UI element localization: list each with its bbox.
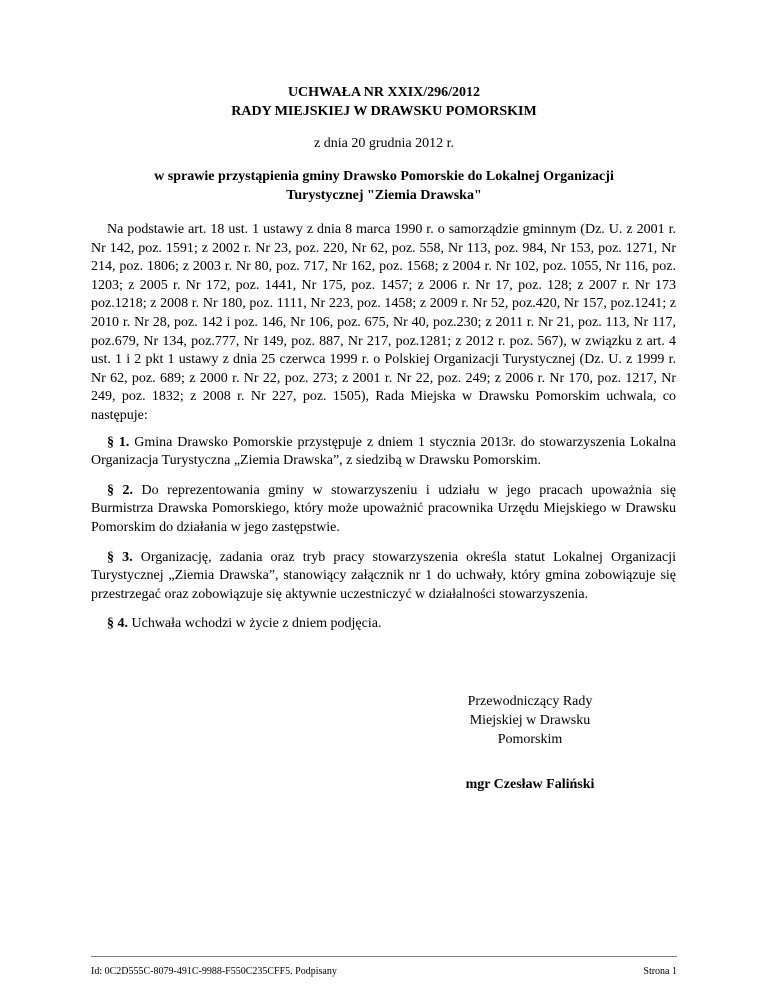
subject-line-1: w sprawie przystąpienia gminy Drawsko Pomorskie do Lokalnej Organizacji — [154, 169, 614, 184]
section-2-text: Do reprezentowania gminy w stowarzyszeniu i udziału w jego pracach upoważnia się Burmistrza Drawska Pomorskiego, który może upoważnić pracownika Urzędu Miejskiego w Drawsku Pomorskim do działania w jego zastępstwie. — [91, 482, 676, 535]
section-1-text: Gmina Drawsko Pomorskie przystępuje z dniem 1 stycznia 2013r. do stowarzyszenia Lokalna Organizacja Turystyczna „Ziemia Drawska”, z siedzibą w Drawsku Pomorskim. — [91, 434, 676, 469]
footer-document-id: Id: 0C2D555C-8079-491C-9988-F550C235CFF5. Podpisany — [91, 966, 337, 977]
section-4-label: § 4. — [107, 616, 128, 632]
signatory-role-line-3: Pomorskim — [497, 732, 563, 747]
title-line-1: UCHWAŁA NR XXIX/296/2012 — [287, 85, 481, 100]
section-1 — [91, 434, 676, 471]
resolution-body — [91, 221, 676, 645]
section-3-label: § 3. — [107, 549, 133, 565]
footer-page-number: Strona 1 — [643, 966, 677, 977]
preamble-paragraph: Na podstawie art. 18 ust. 1 ustawy z dnia 8 marca 1990 r. o samorządzie gminnym (Dz. U. z 2001 r. Nr 142, poz. 1591; z 2002 r. Nr 23, poz. 220, Nr 62, poz. 558, Nr 113, poz. 984, Nr 153, poz. 1271, Nr 214, poz. 1806; z 2003 r. Nr 80, poz. 717, Nr 162, poz. 1568; z 2004 r. Nr 102, poz. 1055, Nr 116, poz. 1203; z 2005 r. Nr 172, poz. 1441, Nr 175, poz. 1457; z 2006 r. Nr 17, poz. 128; z 2007 r. Nr 173 poz.1218; z 2008 r. Nr 180, poz. 1111, Nr 223, poz. 1458; z 2009 r. Nr 52, poz.420, Nr 157, poz.1241; z 2010 r. Nr 28, poz. 142 i poz. 146, Nr 106, poz. 675, Nr 40, poz.230; z 2011 r. Nr 21, poz. 113, Nr 117, poz.679, Nr 134, poz.777, Nr 149, poz. 887, Nr 217, poz.1281; z 2012 r. poz. 567), w związku z art. 4 ust. 1 i 2 pkt 1 ustawy z dnia 25 czerwca 1999 r. o Polskiej Organizacji Turystycznej (Dz. U. z 1999 r. Nr 62, poz. 689; z 2000 r. Nr 22, poz. 273; z 2001 r. Nr 22, poz. 249; z 2006 r. Nr 170, poz. 1217, Nr 249, poz. 1832; z 2008 r. Nr 227, poz. 1505), Rada Miejska w Drawsku Pomorskim uchwala, co następuje: — [91, 222, 676, 423]
title-line-2: RADY MIEJSKIEJ W DRAWSKU POMORSKIM — [231, 104, 537, 119]
resolution-subject — [0, 167, 768, 205]
section-3-text: Organizację, zadania oraz tryb pracy stowarzyszenia określa statut Lokalnej Organizacji Turystycznej „Ziemia Drawska”, stanowiący załącznik nr 1 do uchwały, który gmina zobowiązuje się przestrzegać oraz zobowiązuje się aktywnie uczestniczyć w działalności stowarzyszenia. — [91, 549, 677, 602]
section-2-label: § 2. — [107, 482, 134, 498]
resolution-title — [0, 83, 768, 121]
subject-line-2: Turystycznej "Ziemia Drawska" — [286, 188, 482, 203]
resolution-date: z dnia 20 grudnia 2012 r. — [314, 136, 454, 151]
signatory-role — [440, 692, 620, 749]
section-1-label: § 1. — [107, 434, 130, 450]
section-3 — [91, 549, 676, 605]
section-4 — [91, 615, 676, 634]
signatory-role-line-2: Miejskiej w Drawsku — [469, 713, 591, 728]
section-4-text: Uchwała wchodzi w życie z dniem podjęcia. — [131, 616, 382, 632]
footer-divider — [91, 956, 677, 957]
section-2 — [91, 482, 676, 538]
signatory-role-line-1: Przewodniczący Rady — [467, 694, 593, 709]
signatory-name: mgr Czesław Faliński — [465, 777, 595, 792]
